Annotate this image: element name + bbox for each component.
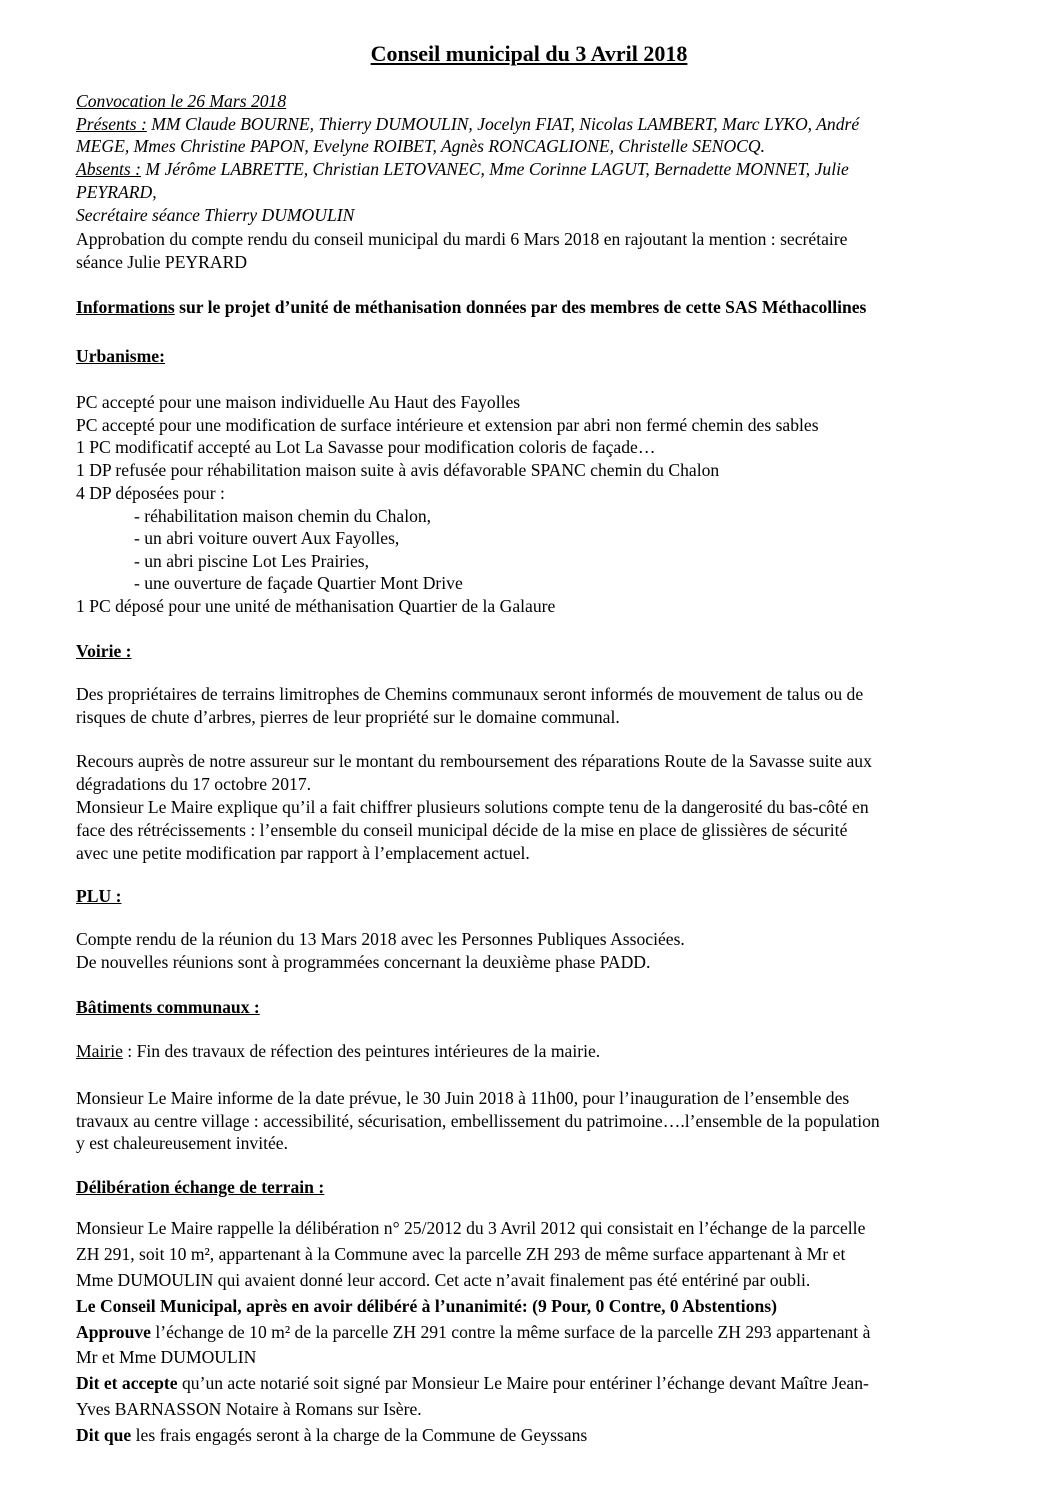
voirie-paragraph-line: Recours auprès de notre assureur sur le montant du remboursement des réparations Route de la Savasse suite aux [76, 751, 872, 771]
absents-names-1: M Jérôme LABRETTE, Christian LETOVANEC, Mme Corinne LAGUT, Bernadette MONNET, Julie [141, 159, 849, 179]
deliberation-paragraph-line: ZH 291, soit 10 m², appartenant à la Commune avec la parcelle ZH 293 de même surface appartenant à Mr et [76, 1244, 846, 1264]
secretaire-seance: Secrétaire séance Thierry DUMOULIN [76, 205, 355, 225]
dit-que-text: les frais engagés seront à la charge de la Commune de Geyssans [131, 1425, 588, 1445]
plu-heading: PLU : [76, 886, 122, 906]
dit-accepte-text-2: Yves BARNASSON Notaire à Romans sur Isère. [76, 1399, 422, 1419]
dit-que-line [76, 1424, 587, 1446]
presents-names-2: MEGE, Mmes Christine PAPON, Evelyne ROIBET, Agnès RONCAGLIONE, Christelle SENOCQ. [76, 136, 766, 156]
absents-line-1 [76, 158, 849, 180]
deliberation-heading: Délibération échange de terrain : [76, 1177, 325, 1197]
batiments-paragraph-line: Monsieur Le Maire informe de la date prévue, le 30 Juin 2018 à 11h00, pour l’inauguration de l’ensemble des [76, 1088, 850, 1108]
plu-line: Compte rendu de la réunion du 13 Mars 2018 avec les Personnes Publiques Associées. [76, 929, 685, 949]
voirie-paragraph-line: avec une petite modification par rapport à l’emplacement actuel. [76, 843, 530, 863]
presents-label: Présents : [76, 114, 147, 134]
informations-line [76, 296, 866, 318]
deliberation-paragraph-line: Mme DUMOULIN qui avaient donné leur accord. Cet acte n’avait finalement pas été entériné par oubli. [76, 1270, 811, 1290]
presents-names-1: MM Claude BOURNE, Thierry DUMOULIN, Jocelyn FIAT, Nicolas LAMBERT, Marc LYKO, André [146, 114, 860, 134]
batiments-paragraph-line: travaux au centre village : accessibilité, sécurisation, embellissement du patrimoine….l’ensemble de la population [76, 1111, 880, 1131]
urbanisme-line: 1 DP refusée pour réhabilitation maison suite à avis défavorable SPANC chemin du Chalon [76, 460, 720, 480]
approbation-line-1: Approbation du compte rendu du conseil municipal du mardi 6 Mars 2018 en rajoutant la mention : secrétaire [76, 229, 848, 249]
batiments-heading: Bâtiments communaux : [76, 997, 260, 1017]
deliberation-paragraph-line: Monsieur Le Maire rappelle la délibération n° 25/2012 du 3 Avril 2012 qui consistait en l’échange de la parcelle [76, 1218, 866, 1238]
mairie-text: : Fin des travaux de réfection des peintures intérieures de la mairie. [122, 1041, 601, 1061]
urbanisme-sub-item: - réhabilitation maison chemin du Chalon, [134, 506, 432, 526]
voirie-paragraph-line: Monsieur Le Maire explique qu’il a fait chiffrer plusieurs solutions compte tenu de la dangerosité du bas-côté en [76, 797, 869, 817]
voirie-paragraph-line: face des rétrécissements : l’ensemble du conseil municipal décide de la mise en place de glissières de sécurité [76, 820, 848, 840]
urbanisme-line: 1 PC modificatif accepté au Lot La Savasse pour modification coloris de façade… [76, 437, 656, 457]
approuve-text-1: l’échange de 10 m² de la parcelle ZH 291 contre la même surface de la parcelle ZH 293 appartenant à [150, 1322, 871, 1342]
voirie-paragraph-line: Des propriétaires de terrains limitrophes de Chemins communaux seront informés de mouvement de talus ou de [76, 684, 864, 704]
batiments-paragraph-line: y est chaleureusement invitée. [76, 1133, 289, 1153]
informations-label: Informations [76, 297, 175, 317]
urbanisme-heading: Urbanisme: [76, 346, 165, 366]
urbanisme-line: PC accepté pour une maison individuelle Au Haut des Fayolles [76, 392, 521, 412]
approbation-line-2: séance Julie PEYRARD [76, 252, 248, 272]
urbanisme-sub-item: - une ouverture de façade Quartier Mont Drive [134, 573, 463, 593]
voirie-heading: Voirie : [76, 641, 132, 661]
dit-accepte-label: Dit et accepte [76, 1373, 178, 1393]
voirie-paragraph-line: risques de chute d’arbres, pierres de leur propriété sur le domaine communal. [76, 707, 620, 727]
voirie-paragraph-line: dégradations du 17 octobre 2017. [76, 774, 312, 794]
plu-line: De nouvelles réunions sont à programmées concernant la deuxième phase PADD. [76, 952, 651, 972]
absents-names-2: PEYRARD, [76, 182, 157, 202]
approuve-text-2: Mr et Mme DUMOULIN [76, 1347, 257, 1367]
page-title: Conseil municipal du 3 Avril 2018 [370, 41, 688, 66]
dit-accepte-line-1 [76, 1372, 869, 1394]
mairie-line [76, 1040, 600, 1062]
dit-que-label: Dit que [76, 1425, 132, 1445]
urbanisme-line: PC accepté pour une modification de surface intérieure et extension par abri non fermé chemin des sables [76, 415, 819, 435]
urbanisme-line: 4 DP déposées pour : [76, 483, 225, 503]
approuve-line-1 [76, 1321, 870, 1343]
informations-text: sur le projet d’unité de méthanisation données par des membres de cette SAS Méthacollines [174, 297, 867, 317]
urbanisme-sub-item: - un abri piscine Lot Les Prairies, [134, 551, 370, 571]
convocation-date: Convocation le 26 Mars 2018 [76, 91, 287, 111]
urbanisme-sub-item: - un abri voiture ouvert Aux Fayolles, [134, 528, 400, 548]
mairie-label: Mairie [76, 1041, 123, 1061]
absents-label: Absents : [76, 159, 141, 179]
urbanisme-last-line: 1 PC déposé pour une unité de méthanisation Quartier de la Galaure [76, 596, 556, 616]
presents-line-1 [76, 113, 859, 135]
dit-accepte-text-1: qu’un acte notarié soit signé par Monsieur Le Maire pour entériner l’échange devant Maître Jean- [177, 1373, 869, 1393]
deliberation-vote: Le Conseil Municipal, après en avoir délibéré à l’unanimité: (9 Pour, 0 Contre, 0 Abstentions) [76, 1296, 777, 1316]
approuve-label: Approuve [76, 1322, 151, 1342]
